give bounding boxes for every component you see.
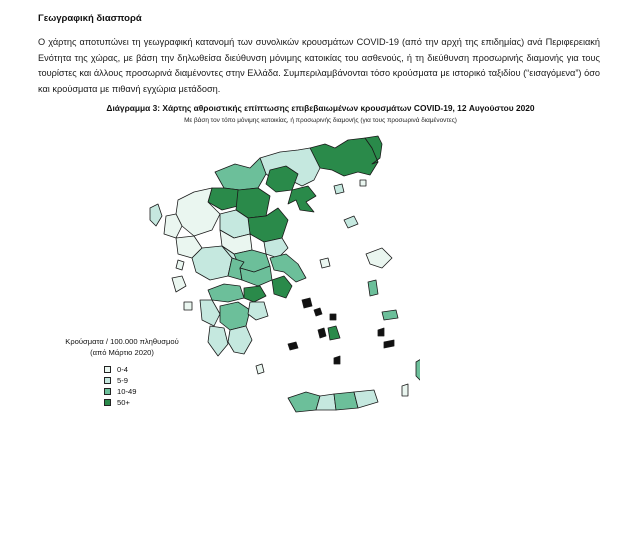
region-samos <box>382 310 398 320</box>
legend-item <box>104 386 192 397</box>
legend-swatch <box>104 388 111 395</box>
region-florina <box>215 158 266 190</box>
region-chania <box>288 392 320 412</box>
region-kalymnos <box>378 328 384 336</box>
region-kos <box>384 340 394 348</box>
region-andros <box>302 298 312 308</box>
figure-subtitle: Με βάση τον τόπο μόνιμης κατοικίας, ή προσωρινής διαμονής (για τους προσωρινά διαμένοντες) <box>184 117 457 124</box>
region-lasithi <box>354 390 378 408</box>
section-heading: Γεωγραφική διασπορά <box>38 13 142 24</box>
legend-label: 5-9 <box>117 376 128 385</box>
region-lemnos <box>344 216 358 228</box>
region-attica <box>272 276 292 298</box>
region-corinthia <box>244 286 266 302</box>
legend-swatch <box>104 399 111 406</box>
legend-title-line2: (από Μάρτιο 2020) <box>90 348 154 357</box>
legend-label: 50+ <box>117 398 130 407</box>
map-legend <box>52 336 192 408</box>
region-thasos <box>334 184 344 194</box>
legend-items <box>104 364 192 408</box>
region-paros <box>318 328 326 338</box>
region-evia <box>270 254 306 282</box>
region-argolida <box>248 302 268 320</box>
region-laconia <box>228 326 252 354</box>
region-naxos <box>328 326 340 340</box>
region-mykonos <box>330 314 336 320</box>
legend-label: 10-49 <box>117 387 137 396</box>
region-santorini <box>334 356 340 364</box>
region-messinia <box>208 326 228 356</box>
legend-title-line1: Κρούσματα / 100.000 πληθυσμού <box>65 337 179 346</box>
region-kythira <box>256 364 264 374</box>
region-corfu <box>150 204 162 226</box>
region-thrace <box>310 138 378 176</box>
region-kefalonia <box>172 276 186 292</box>
figure-title: Διάγραμμα 3: Χάρτης αθροιστικής επίπτωσης επιβεβαιωμένων κρουσμάτων COVID-19, 12 Αυγούστου 2020 <box>106 103 535 113</box>
legend-item <box>104 375 192 386</box>
region-chalkidiki <box>288 186 316 212</box>
section-paragraph: Ο χάρτης αποτυπώνει τη γεωγραφική κατανομή των συνολικών κρουσμάτων COVID-19 (από την αρχή της επιδημίας) ανά Περιφερειακή Ενότητα της χώρας, με βάση την δηλωθείσα διεύθυνση μόνιμης κατοικίας του ασθενούς, ή τη διεύθυνση προσωρινής διαμονής για τους τουρίστες και άλλους προσωρινά διαμένοντες στην Ελλάδα. Συμπεριλαμβάνονται τόσο κρούσματα με ιστορικό ταξιδίου (“εισαγόμενα”) όσο και κρούσματα με πιθανή εγχώρια μετάδοση. <box>38 37 600 94</box>
region-tinos <box>314 308 322 316</box>
region-samothraki <box>360 180 366 186</box>
region-lesvos <box>366 248 392 268</box>
region-milos <box>288 342 298 350</box>
region-achaia <box>208 284 244 302</box>
region-rhodes <box>416 356 420 382</box>
legend-item <box>104 397 192 408</box>
legend-title <box>52 336 192 358</box>
region-ilia <box>200 300 220 326</box>
region-karpathos <box>402 384 408 396</box>
legend-swatch <box>104 366 111 373</box>
legend-label: 0-4 <box>117 365 128 374</box>
legend-item <box>104 364 192 375</box>
region-lefkada <box>176 260 184 270</box>
region-chios <box>368 280 378 296</box>
region-skyros <box>320 258 330 268</box>
region-zakynthos <box>184 302 192 310</box>
legend-swatch <box>104 377 111 384</box>
